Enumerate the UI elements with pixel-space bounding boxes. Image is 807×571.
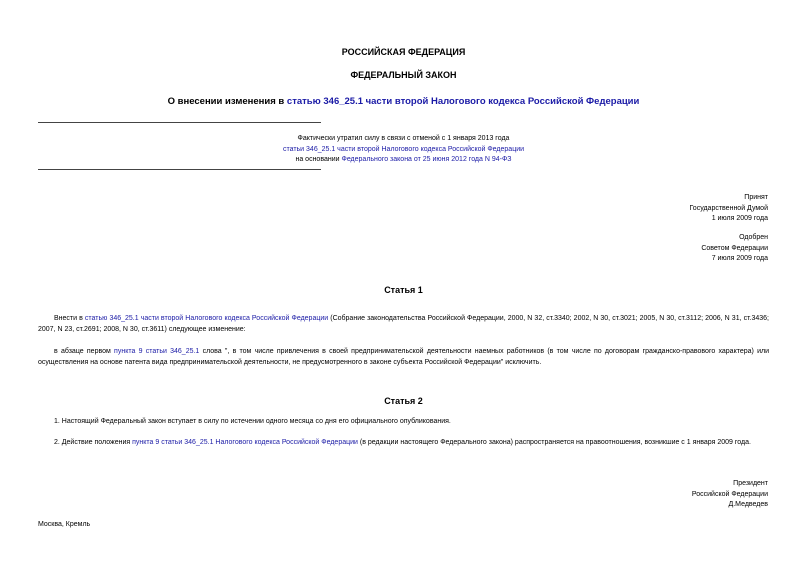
adoption-council	[701, 233, 768, 265]
country-title: РОССИЙСКАЯ ФЕДЕРАЦИЯ	[341, 47, 466, 57]
status-note-line1: Фактически утратил силу в связи с отменой с 1 января 2013 года	[297, 135, 510, 142]
signature-country: Российской Федерации	[691, 490, 768, 498]
approved-date: 7 июля 2009 года	[711, 255, 768, 262]
article1-paragraph1	[38, 313, 769, 335]
approved-label: Одобрен	[739, 234, 768, 241]
bottom-divider	[38, 169, 321, 170]
article1-paragraph2	[38, 346, 769, 368]
accepted-label: Принят	[744, 194, 768, 201]
article1-p1-prefix: Внести в	[54, 315, 85, 322]
top-divider	[38, 122, 321, 123]
article1-p1-link[interactable]: статью 346_25.1 части второй Налогового кодекса Российской Федерации	[84, 315, 329, 322]
status-note	[0, 134, 807, 166]
law-subject-link[interactable]: статью 346_25.1 части второй Налогового кодекса Российской Федерации	[286, 96, 640, 107]
signature-block	[692, 479, 768, 511]
status-note-link2[interactable]: Федерального закона от 25 июня 2012 года N 94-ФЗ	[341, 156, 512, 163]
accepted-by: Государственной Думой	[689, 204, 768, 212]
status-note-line3-prefix: на основании	[295, 156, 342, 163]
article2-paragraph2	[38, 437, 769, 448]
accepted-date: 1 июля 2009 года	[711, 215, 768, 222]
article1-p1-suffix: (Собрание законодательства Российской Федерации, 2000, N 32, ст.3340; 2002, N 30, ст.3021; 2005, N 30, ст.3112; 2006, N 31, ст.3436; 2007, N 23, ст.2691; 2008, N 30, ст.3611) следующее изменение:	[38, 315, 769, 333]
place-of-signing: Москва, Кремль	[38, 521, 91, 528]
article2-p2-prefix: 2. Действие положения	[54, 439, 133, 446]
law-subject-prefix: О внесении изменения в	[167, 96, 287, 107]
adoption-duma	[689, 193, 768, 225]
article2-p2-suffix: (в редакции настоящего Федерального закона) распространяется на правоотношения, возникшие с 1 января 2009 года.	[357, 439, 751, 446]
article1-heading: Статья 1	[384, 285, 423, 295]
article1-p2-suffix: слова ", в том числе привлечения в своей предпринимательской деятельности наемных работников (в том числе по договорам гражданско-правового характера) или осуществления на основе патента вида предпринимательской деятельности, не предусмотренного в законе субъекта Российской Федерации" исключить.	[38, 348, 770, 366]
article2-paragraph1: 1. Настоящий Федеральный закон вступает в силу по истечении одного месяца со дня его официального опубликования.	[54, 418, 451, 425]
law-subject	[0, 96, 807, 107]
doc-type-title: ФЕДЕРАЛЬНЫЙ ЗАКОН	[350, 70, 457, 80]
status-note-line3	[0, 155, 807, 166]
signature-role: Президент	[733, 480, 768, 487]
article2-p2-link[interactable]: пункта 9 статьи 346_25.1 Налогового кодекса Российской Федерации	[132, 439, 358, 446]
article1-p2-prefix: в абзаце первом	[54, 348, 115, 355]
signature-name: Д.Медведев	[728, 501, 768, 508]
article2-heading: Статья 2	[384, 396, 423, 406]
article1-p2-link[interactable]: пункта 9 статьи 346_25.1	[114, 348, 200, 355]
status-note-link1[interactable]: статьи 346_25.1 части второй Налогового кодекса Российской Федерации	[282, 145, 525, 153]
approved-by: Советом Федерации	[701, 244, 768, 252]
